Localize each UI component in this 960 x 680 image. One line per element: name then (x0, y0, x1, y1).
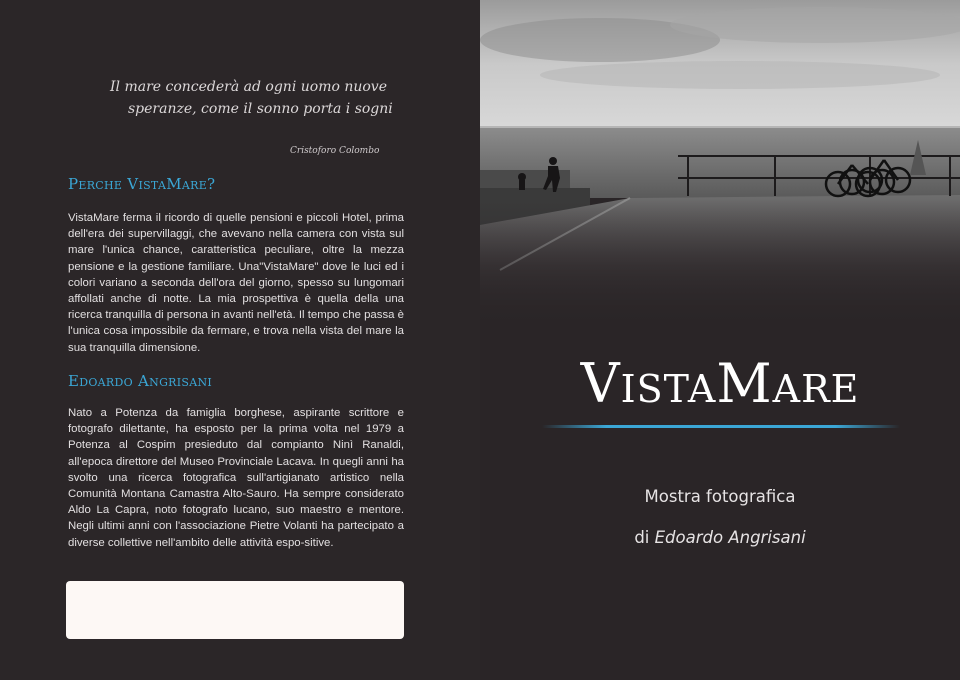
seaside-promenade-photo (480, 0, 960, 330)
blank-label-box (66, 581, 404, 639)
quote-line-1: Il mare concederà ad ogni uomo nuove (110, 79, 388, 95)
epigraph-quote (110, 76, 393, 120)
byline-prefix: di (634, 528, 650, 547)
cover-title: VistaMare (580, 352, 860, 415)
byline-author: Edoardo Angrisani (654, 528, 806, 547)
cover-byline (480, 528, 960, 547)
quote-line-2: speranze, come il sonno porta i sogni (128, 101, 393, 117)
section-body-why: VistaMare ferma il ricordo di quelle pensioni e piccoli Hotel, prima dell'era dei supervillaggi, che avevano nella camera con vista sul mare l'unica chance, caratteristica peculiare, oltre la mezza pensione e la gestione familiare. Una"VistaMare" dove le luci ed i colori variano a seconda dell'ora del giorno, spesso su lungomari affollati anche di notte. La mia prospettiva è quella della una ricerca tranquilla di persona in avanti nell'età. Il tempo che passa è l'unica cosa impossibile da fermare, e trova nella vista del mare la sua tranquilla dimensione. (68, 212, 404, 354)
section-body-author: Nato a Potenza da famiglia borghese, aspirante scrittore e fotografo dilettante, ha esposto per la prima volta nel 1979 a Potenza al Cospim presieduto dal compianto Ninì Ranaldi, all'epoca direttore del Museo Provinciale Lacava. In quegli anni ha svolto una ricerca fotografica sull'artigianato artistico nella Comunità Montana Camastra Alto-Sauro. Ha sempre considerato Aldo La Capra, noto fotografo lucano, suo maestro e mentore. Negli ultimi anni con l'associazione Pietre Volanti ha partecipato a diverse collettive nell'ambito delle attività espo-sitive. (68, 407, 404, 549)
cover-subtitle: Mostra fotografica (644, 487, 796, 506)
title-divider (542, 425, 900, 428)
quote-author: Cristoforo Colombo (290, 146, 380, 156)
seaside-photo (480, 0, 960, 330)
front-cover (480, 0, 960, 680)
section-title-why: Perche VistaMare? (68, 175, 216, 193)
section-title-author: Edoardo Angrisani (68, 372, 213, 390)
